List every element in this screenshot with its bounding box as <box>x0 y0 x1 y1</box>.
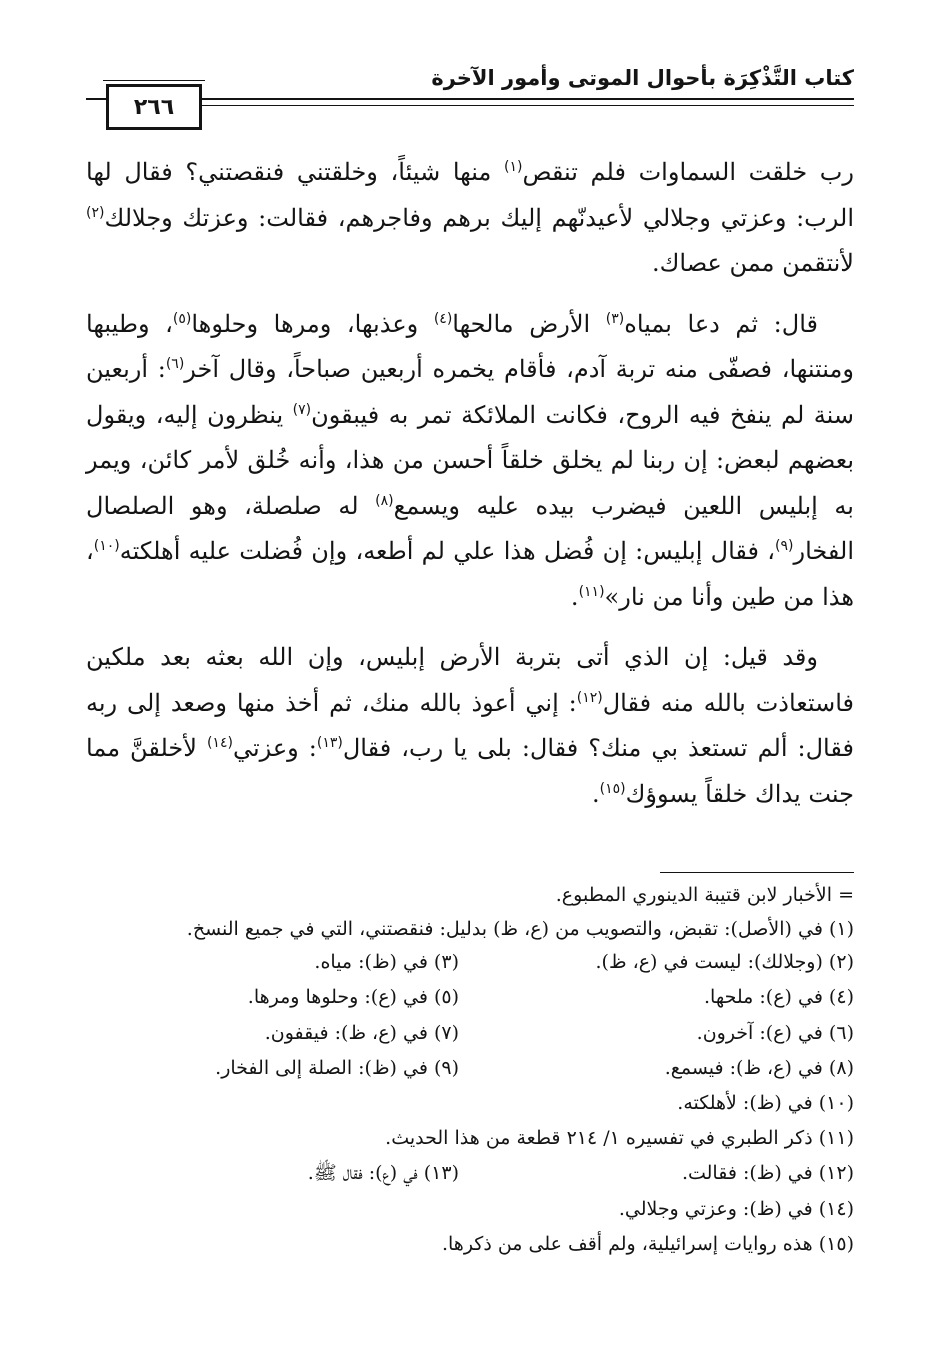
footnote: (١) في (الأصل): تقبض، والتصويب من (ع، ظ) بدليل: فنقصتني، التي في جميع النسخ. <box>186 918 854 941</box>
footnote-marker: (١٥) <box>599 780 626 797</box>
footnote-marker: (١١) <box>578 583 605 600</box>
text-run: له صلصلة، وهو الصلصال الفخار <box>86 491 854 565</box>
footnote: (٦) في (ع): آخرون. <box>696 1021 854 1044</box>
main-text <box>86 150 854 817</box>
page-header <box>86 58 854 128</box>
footnote-marker: (١٠) <box>93 538 120 554</box>
footnote: (٤) في (ع): ملحها. <box>704 986 854 1009</box>
footnote: (٢) (وجلالك): ليست في (ع، ظ). <box>595 951 854 974</box>
footnote-marker: (٨) <box>375 492 394 509</box>
text-run: : وعزتي <box>232 734 317 762</box>
paragraph <box>86 635 854 817</box>
footnote-marker: (٤) <box>433 310 453 327</box>
page-number: ٢٦٦ <box>106 84 202 130</box>
footnote: (١٤) في (ظ): وعزتي وجلالي. <box>618 1197 854 1220</box>
footnote-marker: (٢) <box>86 204 105 221</box>
footnote-marker: (٦) <box>165 356 185 372</box>
running-title: كتاب التَّذْكِرَة بأحوال الموتى وأمور الآخرة <box>431 66 854 90</box>
footnote-marker: (١٤) <box>206 735 233 751</box>
footnote-marker: (١٢) <box>576 689 603 706</box>
footnote-marker: (٣) <box>605 310 625 327</box>
footnote: (٣) في (ظ): مياه. <box>314 951 459 974</box>
footnote-marker: (٥) <box>172 310 192 327</box>
text-run: ، وطيبها ومنتنها، فصفّى منه تربة آدم، فأقام يخمره أربعين صباحاً، وقال آخر <box>86 309 854 383</box>
text-run: . <box>592 779 600 808</box>
text-run: وعذبها، ومرها وحلوها <box>191 309 434 338</box>
text-run: ، هذا من طين وأنا من نار» <box>86 537 854 611</box>
text-run: رب خلقت السماوات فلم تنقص <box>522 158 854 186</box>
text-run: لأخلقنَّ مما جنت يداك خلقاً يسوؤك <box>86 734 854 808</box>
footnote-marker: (٧) <box>292 401 312 418</box>
footnotes <box>86 878 854 1262</box>
footnote-separator <box>660 872 854 873</box>
text-run: : أربعين سنة لم ينفخ فيه الروح، فكانت الملائكة تمر به فيبقون <box>86 355 854 429</box>
footnote: (١٢) في (ظ): فقالت. <box>681 1162 854 1185</box>
footnote: (٩) في (ظ): الصلة إلى الفخار. <box>215 1056 459 1079</box>
footnote-marker: (٩) <box>775 538 794 554</box>
paragraph <box>86 150 854 287</box>
footnote: (١٣) في (ع): فقال ﷺ. <box>307 1162 459 1185</box>
text-run: ، فقال إبليس: إن فُضل هذا علي لم أطعه، وإن فُضلت عليه أهلكته <box>119 537 776 565</box>
text-run: قال: ثم دعا بمياه <box>624 309 818 338</box>
text-run: . <box>570 582 579 611</box>
footnote: (١٥) هذه روايات إسرائيلية، ولم أقف على من ذكرها. <box>441 1232 854 1255</box>
header-rule-thin <box>198 105 854 106</box>
text-run: الأرض مالحها <box>452 309 606 338</box>
footnote-marker: (١) <box>503 159 523 175</box>
footnote: (١٠) في (ظ): لأهلكته. <box>677 1092 854 1115</box>
footnote: (٧) في (ع، ظ): فيقفون. <box>264 1021 459 1044</box>
text-run: ينظرون إليه، ويقول بعضهم لبعض: إن ربنا لم يخلق خلقاً أحسن من هذا، وأنه خُلق لأمر كائن، ويمر به إبليس اللعين فيضرب بيده عليه ويسمع <box>86 400 854 520</box>
footnote: (١١) ذكر الطبري في تفسيره ١/ ٢١٤ قطعة من هذا الحديث. <box>385 1127 854 1150</box>
text-run: وقد قيل: إن الذي أتى بتربة الأرض إبليس، وإن الله بعثه بعد ملكين فاستعاذت بالله منه فقال <box>86 643 855 717</box>
text-run: منها شيئاً، وخلقتني فنقصتني؟ فقال لها الرب: وعزتي وجلالي لأعيدنّهم إليك برهم وفاجرهم، فقالت: وعزتك وجلالك <box>86 158 854 232</box>
text-run: : إني أعوذ بالله منك، ثم أخذ منها وصعد إلى ربه فقال: ألم تستعذ بي منك؟ فقال: بلى يا رب، فقال <box>86 688 854 762</box>
footnote: (٥) في (ع): وحلوها ومرها. <box>247 986 459 1009</box>
footnote-continuation: = الأخبار لابن قتيبة الدينوري المطبوع. <box>555 884 854 906</box>
paragraph <box>86 302 854 621</box>
footnote: (٨) في (ع، ظ): فيسمع. <box>664 1056 854 1079</box>
footnote-marker: (١٣) <box>316 735 343 751</box>
text-run: لأنتقمن ممن عصاك. <box>651 249 854 277</box>
